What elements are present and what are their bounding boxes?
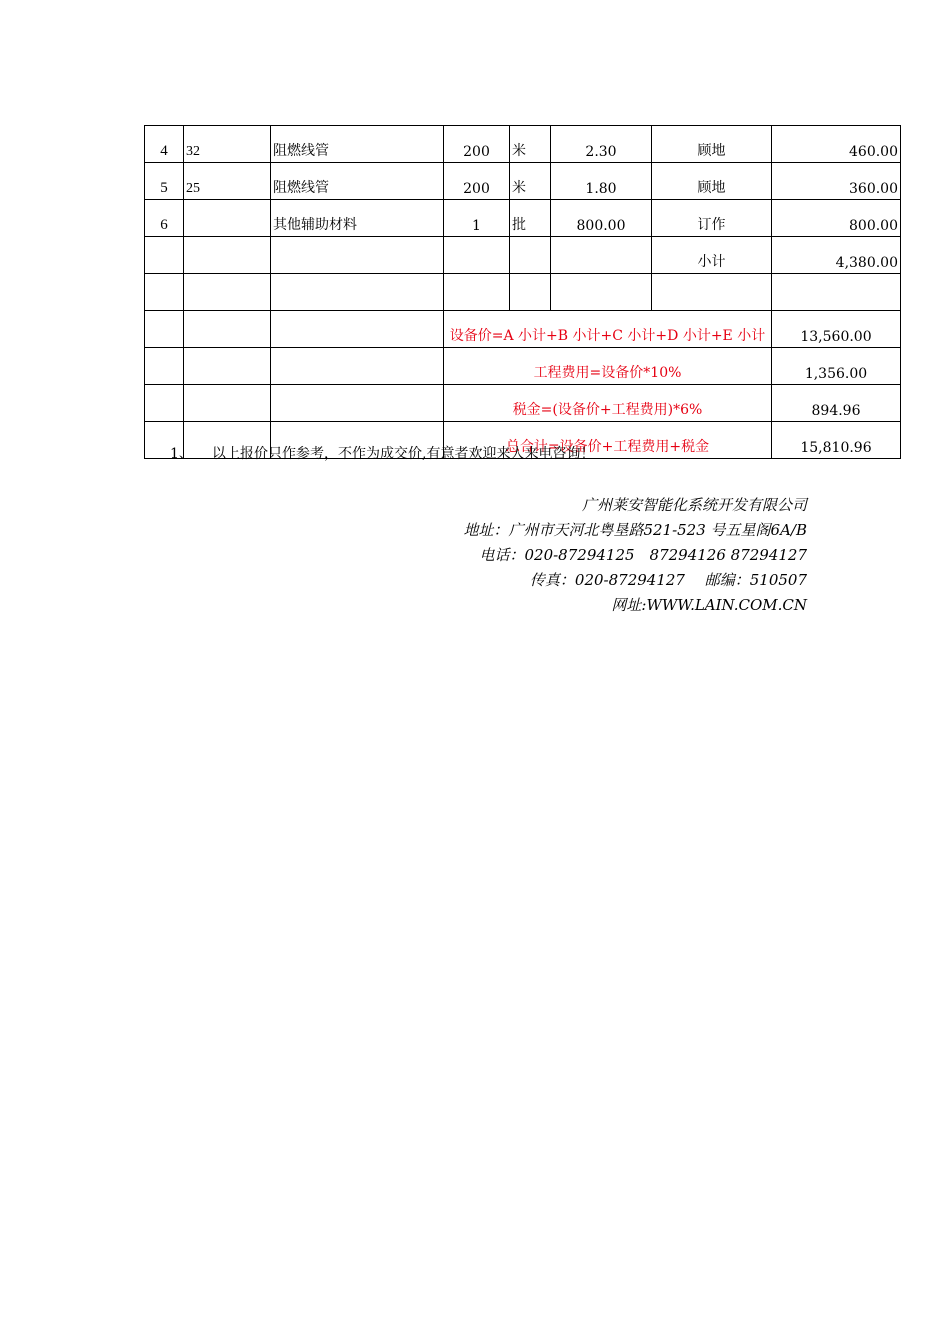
table-row bbox=[145, 163, 901, 200]
item-unit-price bbox=[551, 237, 652, 274]
item-origin: 订作 bbox=[652, 200, 772, 237]
item-quantity: 1 bbox=[444, 200, 510, 237]
item-number: 4 bbox=[145, 126, 184, 163]
empty-cell bbox=[271, 311, 444, 348]
empty-cell bbox=[271, 348, 444, 385]
item-quantity bbox=[444, 274, 510, 311]
note-text: 以上报价只作参考，不作为成交价,有意者欢迎来人来电咨询！ bbox=[212, 446, 595, 462]
item-number: 5 bbox=[145, 163, 184, 200]
item-total: 360.00 bbox=[772, 163, 901, 200]
item-unit: 批 bbox=[510, 200, 551, 237]
company-website: 网址:WWW.LAIN.COM.CN bbox=[611, 596, 807, 614]
item-spec bbox=[184, 200, 271, 237]
item-total: 460.00 bbox=[772, 126, 901, 163]
item-spec bbox=[184, 274, 271, 311]
item-quantity bbox=[444, 237, 510, 274]
item-number: 6 bbox=[145, 200, 184, 237]
table-row bbox=[145, 274, 901, 311]
item-name: 阻燃线管 bbox=[271, 126, 444, 163]
item-name bbox=[271, 274, 444, 311]
item-quantity: 200 bbox=[444, 163, 510, 200]
summary-row-engineering bbox=[145, 348, 901, 385]
summary-value: 15,810.96 bbox=[772, 422, 901, 459]
item-spec: 25 bbox=[184, 163, 271, 200]
item-number bbox=[145, 274, 184, 311]
item-unit-price: 1.80 bbox=[551, 163, 652, 200]
summary-label: 工程费用=设备价*10% bbox=[444, 348, 772, 385]
item-unit: 米 bbox=[510, 126, 551, 163]
summary-row-tax bbox=[145, 385, 901, 422]
summary-value: 13,560.00 bbox=[772, 311, 901, 348]
item-spec bbox=[184, 237, 271, 274]
item-unit-price: 2.30 bbox=[551, 126, 652, 163]
item-unit: 米 bbox=[510, 163, 551, 200]
summary-row-equipment bbox=[145, 311, 901, 348]
summary-label: 设备价=A 小计+B 小计+C 小计+D 小计+E 小计 bbox=[444, 311, 772, 348]
empty-cell bbox=[271, 385, 444, 422]
item-name: 阻燃线管 bbox=[271, 163, 444, 200]
company-name: 广州莱安智能化系统开发有限公司 bbox=[581, 496, 807, 514]
summary-label: 税金=(设备价+工程费用)*6% bbox=[444, 385, 772, 422]
item-origin bbox=[652, 274, 772, 311]
item-quantity: 200 bbox=[444, 126, 510, 163]
empty-cell bbox=[184, 348, 271, 385]
company-phone: 电话：020-87294125 87294126 87294127 bbox=[479, 546, 807, 564]
quote-note bbox=[170, 443, 594, 463]
empty-cell bbox=[145, 385, 184, 422]
quotation-table bbox=[144, 125, 901, 459]
item-total: 800.00 bbox=[772, 200, 901, 237]
summary-value: 1,356.00 bbox=[772, 348, 901, 385]
table-row bbox=[145, 126, 901, 163]
item-origin: 顾地 bbox=[652, 163, 772, 200]
subtotal-value: 4,380.00 bbox=[772, 237, 901, 274]
empty-cell bbox=[145, 348, 184, 385]
company-address: 地址：广州市天河北粤垦路521-523 号五星阁6A/B bbox=[463, 521, 807, 539]
item-name: 其他辅助材料 bbox=[271, 200, 444, 237]
subtotal-row bbox=[145, 237, 901, 274]
note-number: 1、 bbox=[170, 446, 193, 462]
summary-value: 894.96 bbox=[772, 385, 901, 422]
table-row bbox=[145, 200, 901, 237]
item-number bbox=[145, 237, 184, 274]
subtotal-label: 小计 bbox=[652, 237, 772, 274]
empty-cell bbox=[145, 311, 184, 348]
empty-cell bbox=[184, 385, 271, 422]
item-unit bbox=[510, 274, 551, 311]
item-unit-price bbox=[551, 274, 652, 311]
company-info bbox=[463, 493, 807, 618]
empty-cell bbox=[184, 311, 271, 348]
item-unit bbox=[510, 237, 551, 274]
item-origin: 顾地 bbox=[652, 126, 772, 163]
item-total bbox=[772, 274, 901, 311]
item-unit-price: 800.00 bbox=[551, 200, 652, 237]
item-name bbox=[271, 237, 444, 274]
company-fax: 传真：020-87294127 邮编：510507 bbox=[529, 571, 807, 589]
summary-label: 总合计=设备价+工程费用+税金 bbox=[444, 422, 772, 459]
item-spec: 32 bbox=[184, 126, 271, 163]
